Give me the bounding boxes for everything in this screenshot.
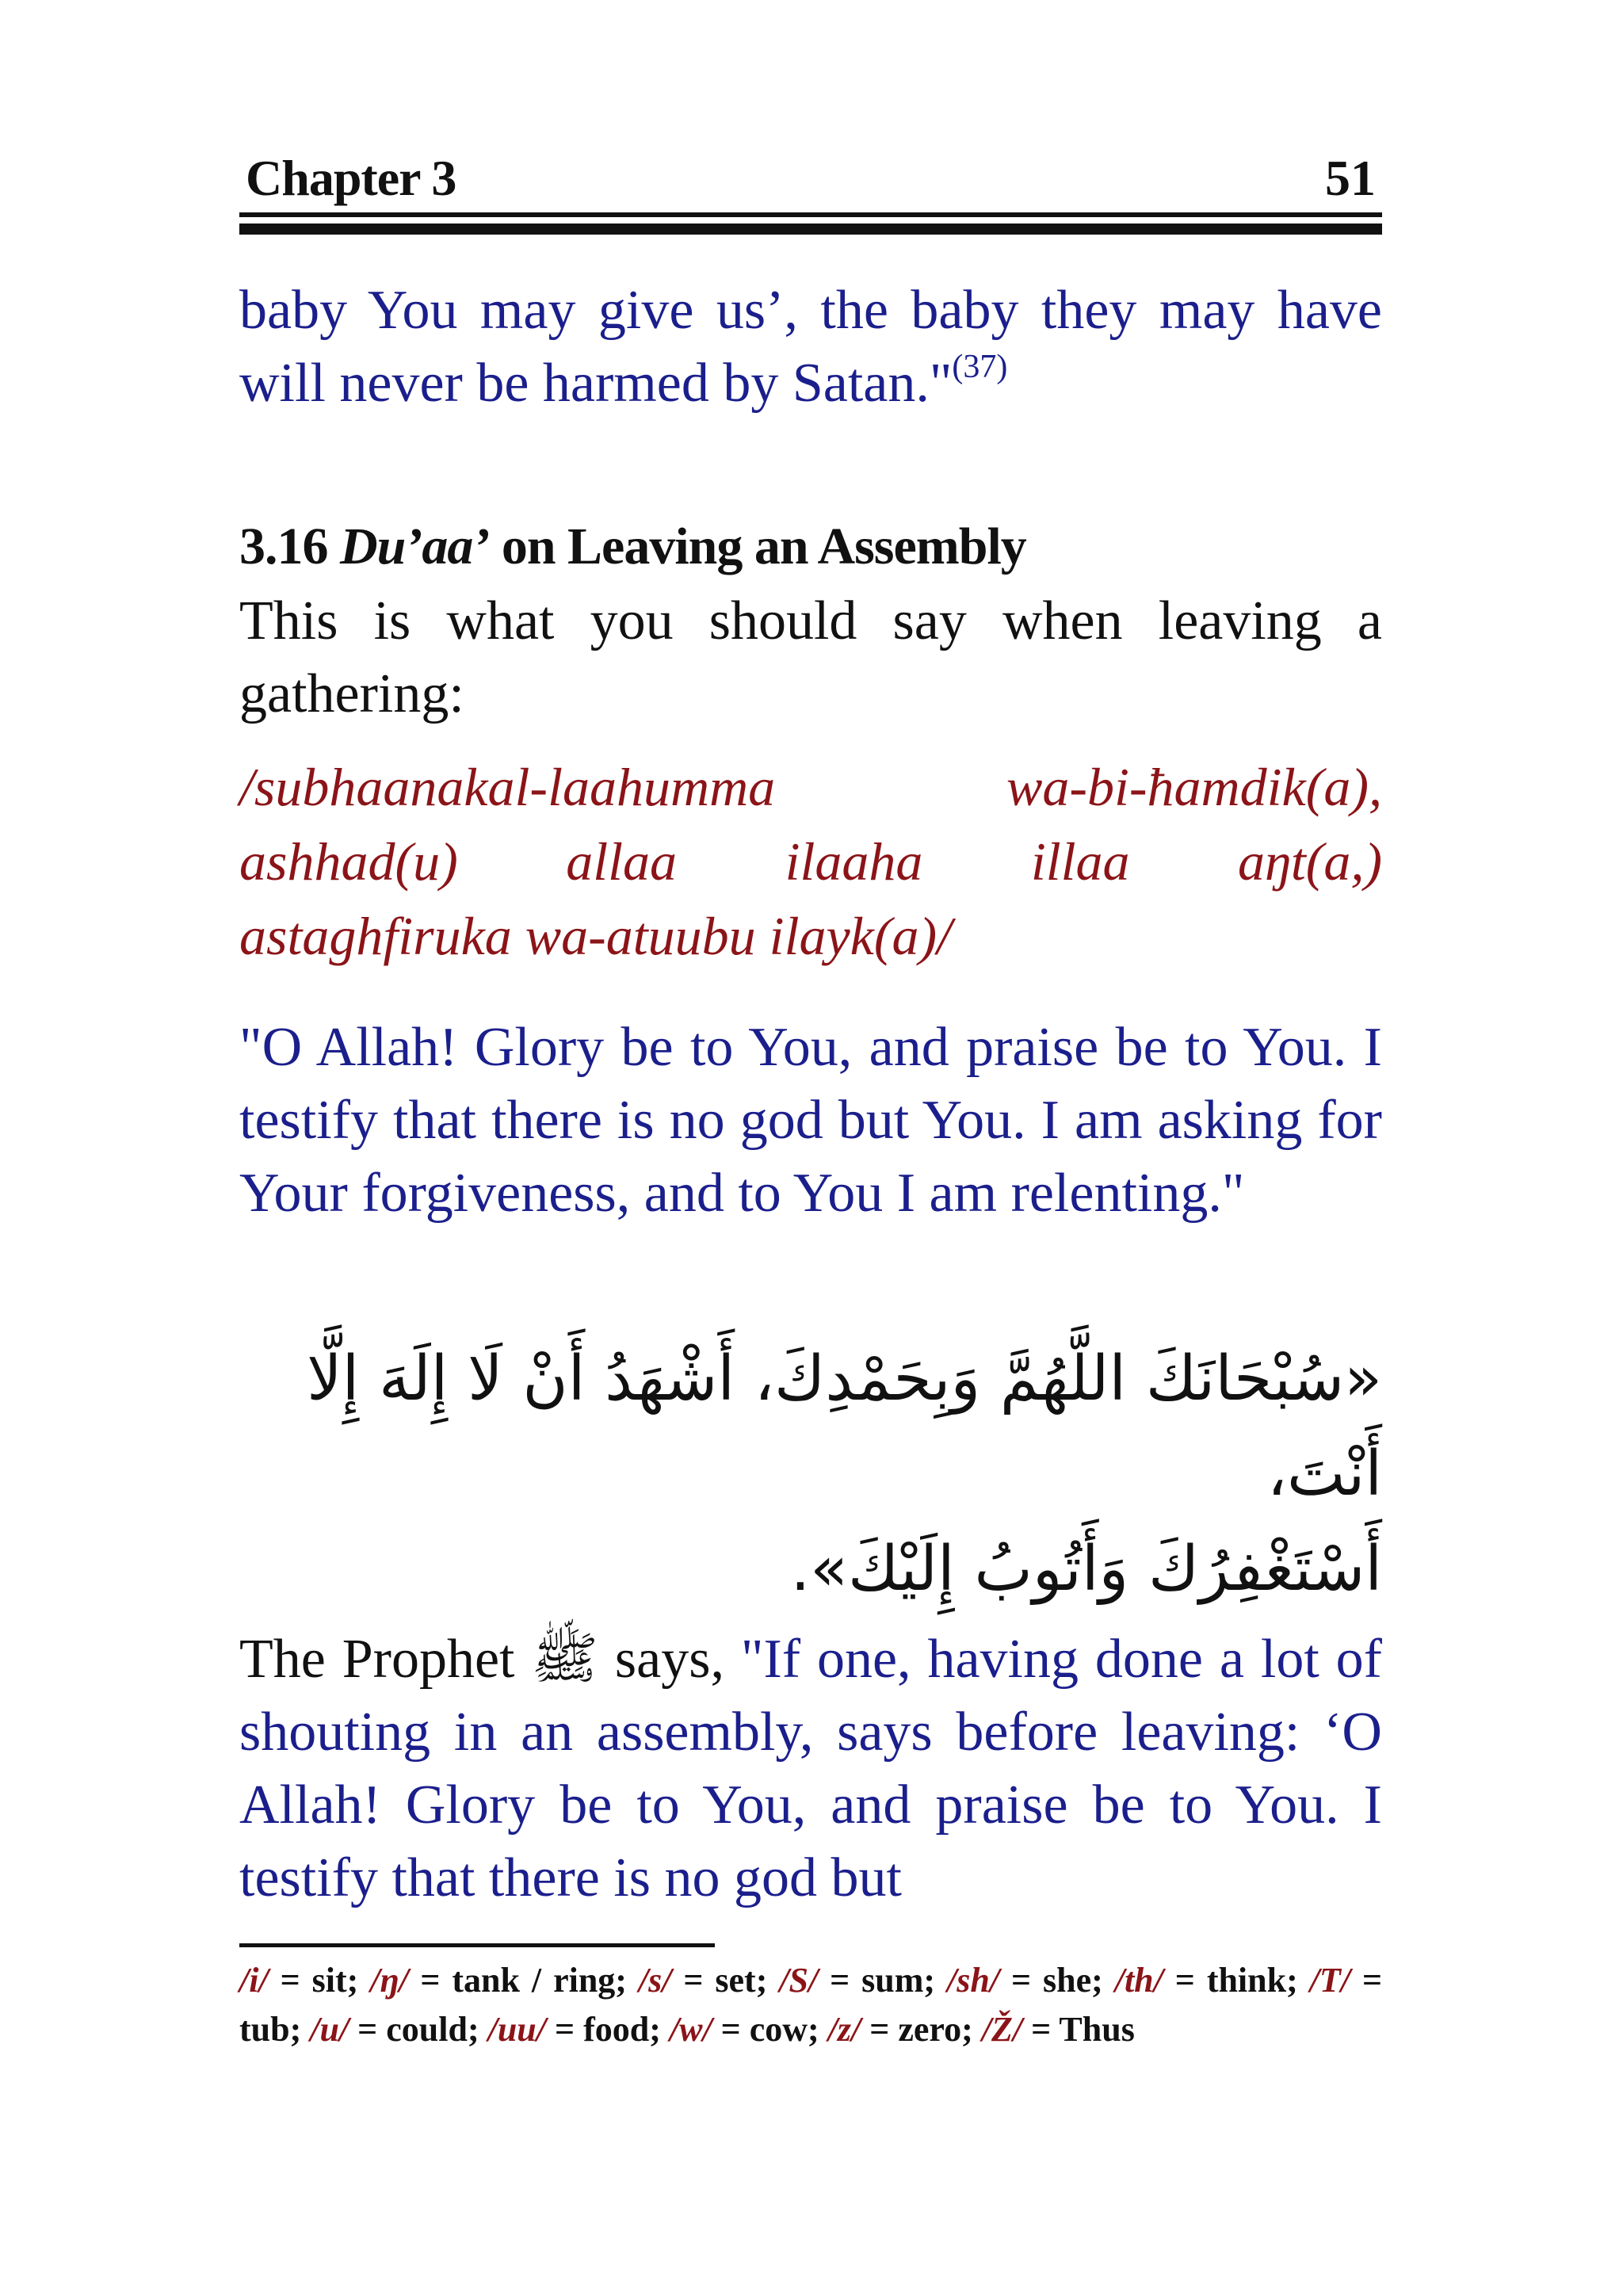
chapter-label: Chapter 3 xyxy=(246,150,456,206)
footnote-example-word: tank / ring xyxy=(452,1961,616,2000)
section-intro: This is what you should say when leaving a gathering: xyxy=(239,590,1382,724)
footnote-symbol: /i/ xyxy=(239,1961,269,2000)
footnote-symbol: /th/ xyxy=(1114,1961,1163,2000)
footnote-symbol: /w/ xyxy=(669,2010,712,2049)
footnote-reference: (37) xyxy=(952,349,1008,385)
page-number: 51 xyxy=(1325,150,1376,206)
transliteration-line-2 xyxy=(239,824,1382,899)
footnote-rule xyxy=(239,1943,715,1947)
translit-segment: wa-bi-ħamdik(a), xyxy=(1006,757,1382,817)
hadith-quote: "If one, having done a lot of shouting in an assembly, says before leaving: ‘O Allah! Glory be to You, and praise be to You. I testify that there is no god but xyxy=(239,1629,1382,1908)
footnote-symbol: /S/ xyxy=(779,1961,819,2000)
footnote-example-word: zero xyxy=(898,2010,962,2049)
footnote-example-word: she xyxy=(1043,1961,1092,2000)
footnote-example-word: sum xyxy=(861,1961,924,2000)
transliteration-line-3 xyxy=(239,899,1382,973)
continuation-text: baby You may give us’, the baby they may have will never be harmed by Satan." xyxy=(239,280,1382,414)
footnote-symbol: /z/ xyxy=(827,2010,861,2049)
footnote-example-word: could xyxy=(386,2010,468,2049)
hadith-lead: The Prophet ﷺ says, xyxy=(239,1629,741,1690)
arabic-line-2: أَسْتَغْفِرُكَ وَأَتُوبُ إِلَيْكَ». xyxy=(790,1534,1382,1605)
footnote-symbol: /T/ xyxy=(1309,1961,1351,2000)
footnote-symbol: /ŋ/ xyxy=(370,1961,409,2000)
hadith-paragraph xyxy=(239,1623,1382,1915)
footnote-symbol: /uu/ xyxy=(487,2010,546,2049)
footnote-example-word: food xyxy=(583,2010,650,2049)
header-rule-thin xyxy=(239,212,1382,217)
footnote-example-word: sit xyxy=(311,1961,347,2000)
arabic-line-1: «سُبْحَانَكَ اللَّهُمَّ وَبِحَمْدِكَ، أَشْهَدُ أَنْ لَا إِلَهَ إِلَّا أَنْتَ، xyxy=(307,1343,1382,1510)
footnote-example-word: tub xyxy=(239,2010,290,2049)
footnote-example-word: Thus xyxy=(1059,2010,1135,2049)
section-number: 3.16 xyxy=(239,518,328,575)
translit-segment: allaa xyxy=(566,831,678,892)
transliteration-line-1 xyxy=(239,750,1382,824)
continuation-paragraph xyxy=(239,274,1382,420)
translit-segment: /subhaanakal-laahumma xyxy=(239,757,776,817)
footnote-example-word: think xyxy=(1206,1961,1287,2000)
header-rule-thick xyxy=(239,223,1382,235)
translit-segment: ashhad(u) xyxy=(239,831,458,892)
translit-segment: ilaaha xyxy=(785,831,923,892)
footnote-symbol: /Ž/ xyxy=(981,2010,1023,2049)
translit-segment: aŋt(a,) xyxy=(1238,831,1382,892)
footnote-symbol: /s/ xyxy=(638,1961,672,2000)
footnote-symbol: /u/ xyxy=(310,2010,349,2049)
pronunciation-footnote: /i/ = sit; /ŋ/ = tank / ring; /s/ = set; /S/ = sum; /sh/ = she; /th/ = think; /T/ = tub; /u/ = could; /uu/ = food; /w/ = cow; /z/ = zero; /Ž/ = Thus xyxy=(239,1961,1383,2049)
translit-segment: illaa xyxy=(1030,831,1130,892)
footnote-example-word: cow xyxy=(749,2010,808,2049)
footnote-symbol: /sh/ xyxy=(947,1961,1000,2000)
transliteration-block xyxy=(239,750,1382,973)
arabic-dua xyxy=(239,1331,1382,1617)
running-header xyxy=(239,143,1382,206)
translit-segment: astaghfiruka wa-atuubu ilayk(a)/ xyxy=(239,906,953,966)
translation-paragraph: "O Allah! Glory be to You, and praise be to You. I testify that there is no god but You. I am asking for Your forgiveness, and to You I am relenting." xyxy=(239,1017,1382,1224)
section-title-italic: Du’aa’ xyxy=(340,518,490,575)
section-title-rest: on Leaving an Assembly xyxy=(501,518,1026,575)
footnote-example-word: set xyxy=(715,1961,756,2000)
section-heading xyxy=(239,517,1382,577)
